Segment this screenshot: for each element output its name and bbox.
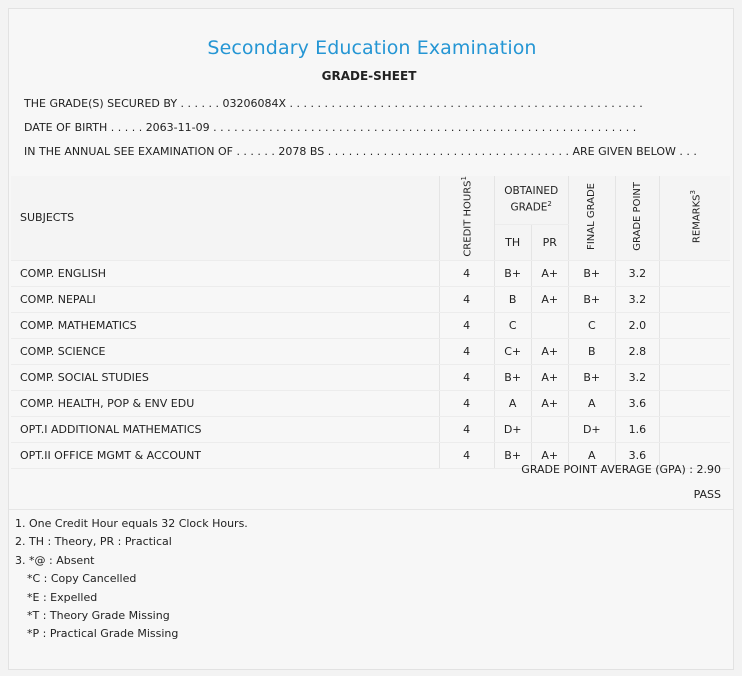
- th-grade-cell: C: [494, 312, 531, 338]
- symbol-number: 03206084X: [222, 97, 287, 110]
- th-grade-cell: B+: [494, 260, 531, 286]
- header-final-grade: FINAL GRADE: [568, 176, 615, 260]
- header-remarks: REMARKS$^3$: [659, 176, 730, 260]
- pr-grade-cell: A+: [531, 338, 568, 364]
- grades-table: [11, 176, 730, 469]
- grade-point-cell: 2.0: [615, 312, 659, 338]
- final-grade-cell: B+: [568, 260, 615, 286]
- pr-grade-cell: [531, 416, 568, 442]
- table-row: [11, 286, 730, 312]
- table-row: [11, 364, 730, 390]
- remarks-cell: [659, 286, 730, 312]
- grade-point-cell: 1.6: [615, 416, 659, 442]
- footnote-theory-missing: *T : Theory Grade Missing: [27, 609, 170, 623]
- footnote-credit-hour: 1. One Credit Hour equals 32 Clock Hours.: [15, 517, 248, 530]
- credit-cell: 4: [439, 312, 494, 338]
- exam-year: 2078 BS: [278, 145, 325, 158]
- subject-cell: OPT.I ADDITIONAL MATHEMATICS: [11, 416, 439, 442]
- th-grade-cell: B+: [494, 442, 531, 468]
- th-grade-cell: C+: [494, 338, 531, 364]
- final-grade-cell: A: [568, 390, 615, 416]
- footnotes: [15, 515, 248, 644]
- credit-cell: 4: [439, 442, 494, 468]
- footnote-practical-missing: *P : Practical Grade Missing: [27, 627, 179, 641]
- subject-cell: COMP. ENGLISH: [11, 260, 439, 286]
- subject-cell: COMP. SOCIAL STUDIES: [11, 364, 439, 390]
- header-grade-point: GRADE POINT: [615, 176, 659, 260]
- pr-grade-cell: [531, 312, 568, 338]
- divider: [9, 509, 733, 510]
- secured-by-dots: . . . . . . . . . . . . . . . . . . . . . . . . . . . . . . . . . . . . . . . . . . . . . . . . . . .: [289, 97, 643, 110]
- grade-point-cell: 3.6: [615, 442, 659, 468]
- sheet-title: GRADE-SHEET: [321, 69, 417, 83]
- final-grade-cell: A: [568, 442, 615, 468]
- th-grade-cell: D+: [494, 416, 531, 442]
- table-row: [11, 416, 730, 442]
- header-pr: PR: [531, 224, 568, 260]
- pr-grade-cell: A+: [531, 390, 568, 416]
- secured-by-label: THE GRADE(S) SECURED BY . . . . . .: [24, 97, 220, 110]
- gpa-summary: GRADE POINT AVERAGE (GPA) : 2.90: [521, 463, 721, 476]
- footnote-th-pr: 2. TH : Theory, PR : Practical: [15, 535, 172, 549]
- final-grade-cell: D+: [568, 416, 615, 442]
- footnote-expelled: *E : Expelled: [27, 590, 98, 604]
- remarks-cell: [659, 260, 730, 286]
- credit-cell: 4: [439, 260, 494, 286]
- table-row: [11, 312, 730, 338]
- table-row: [11, 260, 730, 286]
- remarks-cell: [659, 312, 730, 338]
- pr-grade-cell: A+: [531, 442, 568, 468]
- credit-cell: 4: [439, 286, 494, 312]
- exam-title: Secondary Education Examination: [207, 37, 537, 59]
- remarks-cell: [659, 416, 730, 442]
- header-th: TH: [494, 224, 531, 260]
- pr-grade-cell: A+: [531, 260, 568, 286]
- secured-by-line: [24, 97, 643, 110]
- remarks-cell: [659, 390, 730, 416]
- subject-cell: COMP. MATHEMATICS: [11, 312, 439, 338]
- credit-cell: 4: [439, 416, 494, 442]
- subject-cell: OPT.II OFFICE MGMT & ACCOUNT: [11, 442, 439, 468]
- dob-label: DATE OF BIRTH . . . . .: [24, 121, 143, 134]
- footnote-absent: 3. *@ : Absent: [15, 553, 95, 567]
- final-grade-cell: B: [568, 338, 615, 364]
- subject-cell: COMP. SCIENCE: [11, 338, 439, 364]
- subject-cell: COMP. NEPALI: [11, 286, 439, 312]
- table-row: [11, 390, 730, 416]
- exam-suffix: ARE GIVEN BELOW . . .: [572, 145, 697, 158]
- exam-dots: . . . . . . . . . . . . . . . . . . . . . . . . . . . . . . . . . . .: [327, 145, 569, 158]
- pr-grade-cell: A+: [531, 364, 568, 390]
- table-row: [11, 338, 730, 364]
- credit-cell: 4: [439, 390, 494, 416]
- th-grade-cell: A: [494, 390, 531, 416]
- header-credit-hours: CREDIT HOURS$^1$: [439, 176, 494, 260]
- final-grade-cell: B+: [568, 364, 615, 390]
- pr-grade-cell: A+: [531, 286, 568, 312]
- grade-point-cell: 3.2: [615, 286, 659, 312]
- exam-line: [24, 145, 697, 158]
- grade-point-cell: 3.2: [615, 260, 659, 286]
- header-subjects: SUBJECTS: [11, 176, 439, 260]
- grade-point-cell: 2.8: [615, 338, 659, 364]
- final-grade-cell: C: [568, 312, 615, 338]
- grade-point-cell: 3.2: [615, 364, 659, 390]
- credit-cell: 4: [439, 338, 494, 364]
- dob-value: 2063-11-09: [145, 121, 210, 134]
- footnote-copy-cancelled: *C : Copy Cancelled: [27, 572, 137, 586]
- grade-sheet: [8, 8, 734, 670]
- th-grade-cell: B: [494, 286, 531, 312]
- remarks-cell: [659, 338, 730, 364]
- th-grade-cell: B+: [494, 364, 531, 390]
- credit-cell: 4: [439, 364, 494, 390]
- final-grade-cell: B+: [568, 286, 615, 312]
- result-status: PASS: [693, 488, 721, 501]
- remarks-cell: [659, 364, 730, 390]
- dob-dots: . . . . . . . . . . . . . . . . . . . . . . . . . . . . . . . . . . . . . . . . . . . . . . . . . . . . . . . . . . . . .: [213, 121, 637, 134]
- subject-cell: COMP. HEALTH, POP & ENV EDU: [11, 390, 439, 416]
- header-obtained-grade: OBTAINED GRADE$^2$: [494, 176, 568, 224]
- exam-label: IN THE ANNUAL SEE EXAMINATION OF . . . . . .: [24, 145, 275, 158]
- dob-line: [24, 121, 636, 134]
- grade-point-cell: 3.6: [615, 390, 659, 416]
